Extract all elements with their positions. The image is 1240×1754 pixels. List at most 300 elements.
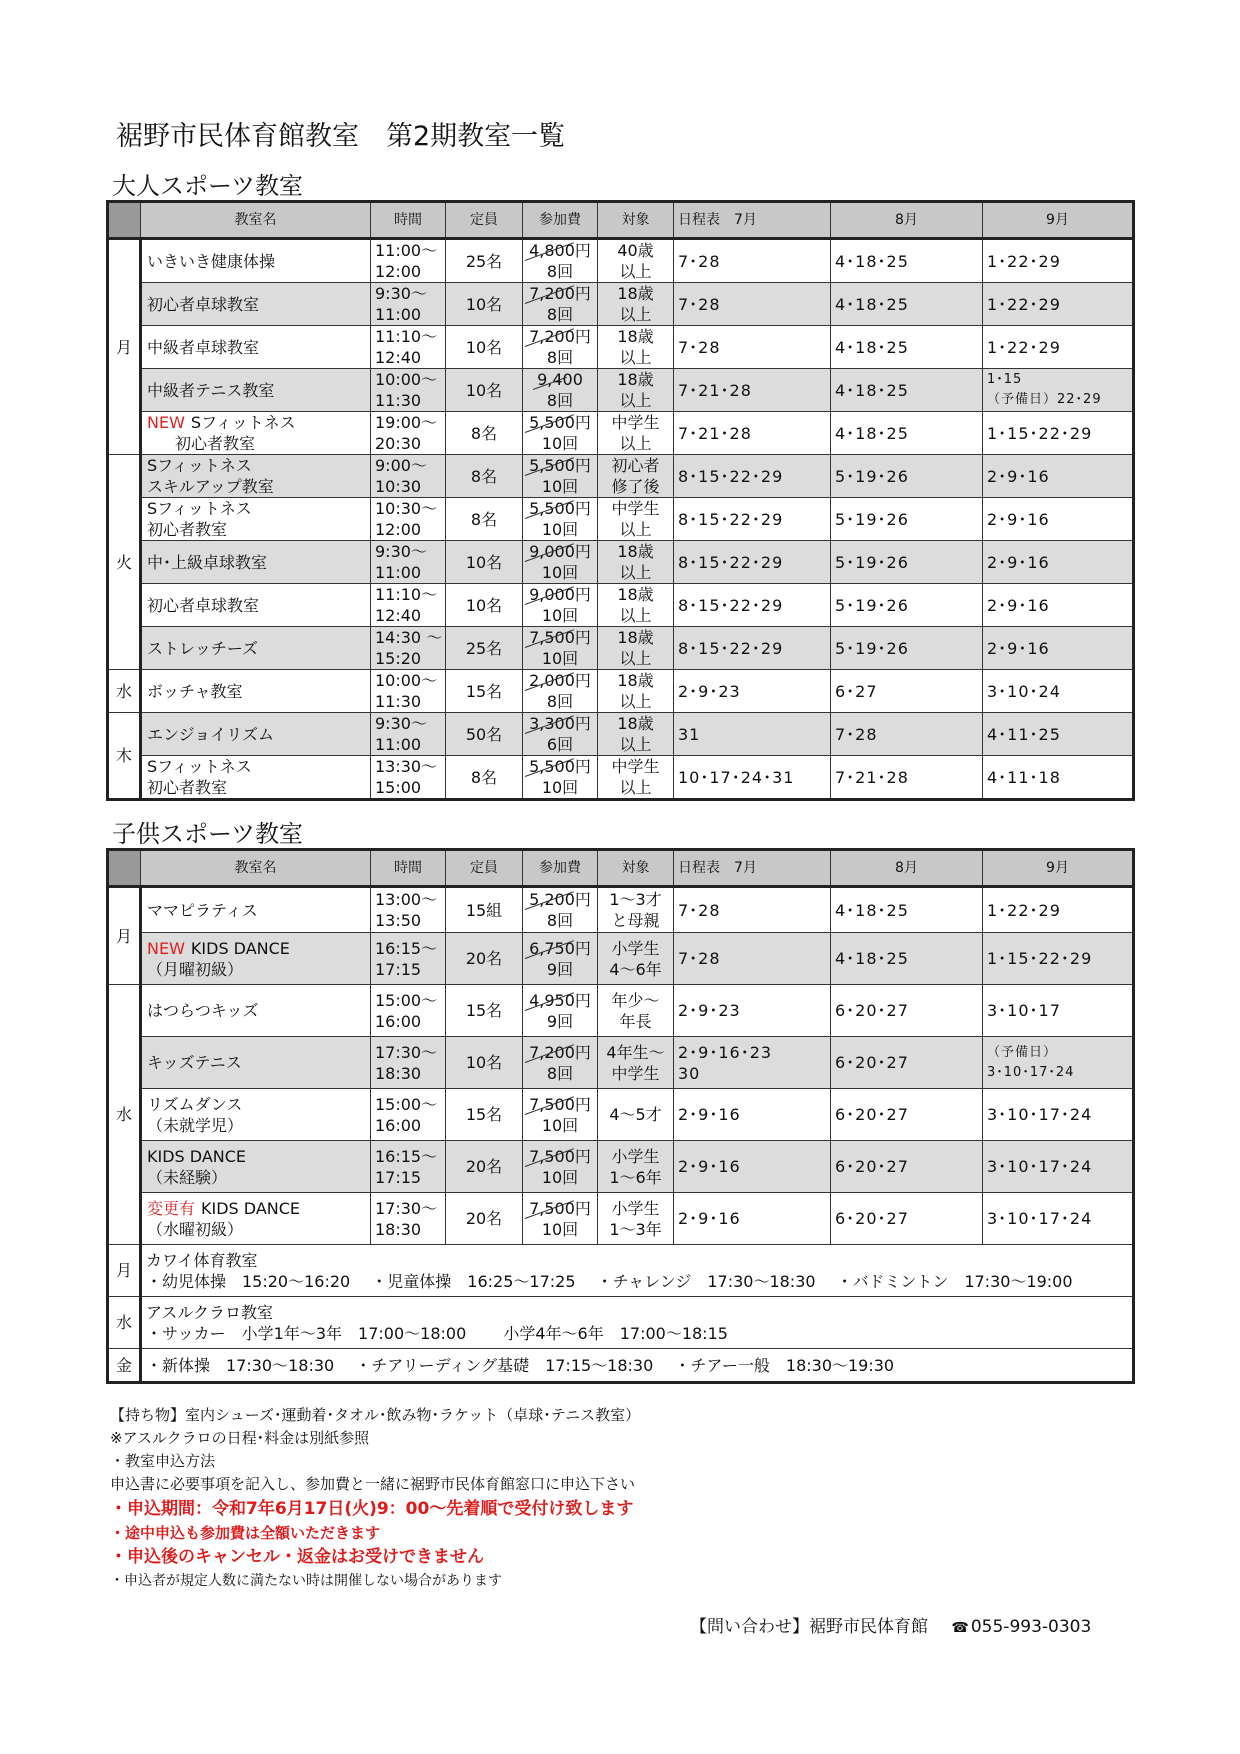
weekday-cell: 木 — [108, 713, 141, 800]
cancel-note: ・申込後のキャンセル・返金はお受けできません — [110, 1547, 484, 1567]
fee-cell — [523, 498, 598, 541]
note-line: ・新体操 17:30～18:30 ・チアリーディング基礎 17:15～18:30 ・チアー一般 18:30～19:30 — [146, 1355, 895, 1375]
fee-value: 9,400 — [537, 370, 583, 389]
weekday-cell: 月 — [108, 1245, 141, 1297]
table-row — [108, 627, 1134, 670]
july-dates-line: 8･15･22･29 — [678, 466, 784, 486]
class-name-cell — [141, 756, 371, 800]
table-row — [108, 670, 1134, 713]
september-dates — [983, 412, 1134, 455]
class-name: Sフィットネス — [147, 499, 252, 518]
class-name-cell — [141, 985, 371, 1037]
capacity-cell: 10名 — [446, 1037, 523, 1089]
start-time: 11:10～ — [375, 327, 438, 346]
class-name: Sフィットネス — [190, 413, 296, 432]
fee-cell — [523, 756, 598, 800]
september-dates-line: 2･9･16 — [987, 638, 1050, 658]
start-time: 17:30～ — [375, 1198, 438, 1218]
start-time: 13:30～ — [375, 757, 438, 776]
fee-amount — [529, 714, 591, 734]
target-cell — [598, 756, 674, 800]
note-cell — [141, 1349, 1134, 1383]
class-name-cell — [141, 369, 371, 412]
capacity-cell: 20名 — [446, 1141, 523, 1193]
target-line2: 以上 — [619, 606, 652, 625]
fee-amount — [529, 1043, 591, 1063]
class-name: 初心者卓球教室 — [147, 294, 260, 314]
start-time: 15:00～ — [375, 990, 438, 1010]
september-dates-line: 3･10･17･24 — [987, 1157, 1093, 1176]
september-dates-line: 2･9･16 — [987, 595, 1050, 615]
july-dates — [674, 1089, 831, 1141]
header-july: 日程表 7月 — [674, 202, 831, 239]
september-dates-line: 1･15･22･29 — [987, 423, 1093, 443]
class-name-sub: （月曜初級） — [147, 959, 244, 979]
class-name-cell — [141, 713, 371, 756]
september-dates — [983, 239, 1134, 283]
header-target: 対象 — [598, 850, 674, 887]
september-dates — [983, 670, 1134, 713]
august-dates: 6･27 — [831, 670, 983, 713]
september-dates — [983, 985, 1134, 1037]
target-line1: 中学生 — [611, 757, 660, 776]
july-dates — [674, 369, 831, 412]
class-name-cell — [141, 412, 371, 455]
fee-value: 5,200円 — [529, 890, 591, 909]
july-dates — [674, 756, 831, 800]
fee-cell — [523, 985, 598, 1037]
weekday-cell: 金 — [108, 1349, 141, 1383]
weekday-cell: 火 — [108, 455, 141, 670]
fee-amount — [529, 327, 591, 347]
header-class-name: 教室名 — [141, 850, 371, 887]
july-dates — [674, 326, 831, 369]
start-time: 9:30～ — [375, 284, 427, 303]
capacity-cell: 20名 — [446, 933, 523, 985]
header-blank — [108, 850, 141, 887]
july-dates-line: 8･15･22･29 — [678, 509, 784, 529]
adult-schedule-table — [106, 200, 1135, 801]
class-name-cell — [141, 283, 371, 326]
header-capacity: 定員 — [446, 202, 523, 239]
target-line2: 以上 — [619, 348, 652, 367]
fee-amount — [529, 499, 591, 519]
table-row — [108, 933, 1134, 985]
weekday-cell: 水 — [108, 670, 141, 713]
fee-cell — [523, 455, 598, 498]
session-count: 9回 — [546, 1011, 574, 1031]
september-dates — [983, 887, 1134, 933]
session-count: 8回 — [546, 391, 574, 410]
class-name-cell — [141, 933, 371, 985]
september-dates — [983, 933, 1134, 985]
july-dates-line: 2･9･16 — [678, 1157, 741, 1176]
fee-cell — [523, 713, 598, 756]
target-line1: 18歳 — [617, 327, 654, 346]
target-line1: 小学生 — [611, 1198, 660, 1218]
end-time: 15:00 — [375, 778, 422, 797]
fee-cell — [523, 326, 598, 369]
fee-value: 5,500円 — [529, 413, 591, 432]
time-cell — [371, 985, 446, 1037]
class-name-sub: （未経験） — [147, 1167, 228, 1187]
time-cell — [371, 584, 446, 627]
july-dates — [674, 933, 831, 985]
header-august: 8月 — [831, 850, 983, 887]
july-dates — [674, 498, 831, 541]
start-time: 19:00～ — [375, 413, 438, 432]
capacity-cell: 10名 — [446, 283, 523, 326]
fee-amount — [529, 1199, 591, 1219]
header-blank — [108, 202, 141, 239]
class-name-cell — [141, 627, 371, 670]
start-time: 10:00～ — [375, 370, 438, 389]
july-dates — [674, 412, 831, 455]
august-dates: 6･20･27 — [831, 1193, 983, 1245]
target-cell — [598, 283, 674, 326]
july-dates-line: 7･28 — [678, 949, 721, 968]
end-time: 16:00 — [375, 1115, 422, 1135]
capacity-cell: 10名 — [446, 584, 523, 627]
september-dates-line: 1･15･22･29 — [987, 949, 1093, 968]
july-dates-line: 7･21･28 — [678, 380, 752, 400]
session-count: 8回 — [546, 692, 574, 711]
fee-amount — [529, 890, 591, 910]
july-dates — [674, 713, 831, 756]
kids-schedule-table — [106, 848, 1135, 1384]
target-line1: 18歳 — [617, 714, 654, 733]
session-count: 6回 — [546, 735, 574, 754]
end-time: 13:50 — [375, 911, 422, 930]
capacity-cell: 15名 — [446, 670, 523, 713]
class-name-sub: （未就学児） — [147, 1115, 244, 1135]
september-dates-line: 2･9･16 — [987, 552, 1050, 572]
end-time: 12:00 — [375, 262, 422, 281]
fee-amount — [529, 1095, 591, 1115]
fee-value: 7,500円 — [529, 1198, 591, 1218]
end-time: 12:40 — [375, 606, 422, 625]
class-name-sub: スキルアップ教室 — [147, 477, 274, 496]
fee-value: 7,500円 — [529, 628, 591, 647]
september-dates — [983, 584, 1134, 627]
capacity-cell: 10名 — [446, 541, 523, 584]
class-name: いきいき健康体操 — [147, 251, 276, 271]
note-row — [108, 1349, 1134, 1383]
capacity-cell: 25名 — [446, 627, 523, 670]
note-cell — [141, 1245, 1134, 1297]
footer-notes — [110, 1404, 640, 1593]
start-time: 9:30～ — [375, 714, 427, 733]
time-cell — [371, 713, 446, 756]
target-line2: 1～6年 — [609, 1167, 662, 1187]
july-dates — [674, 985, 831, 1037]
september-dates — [983, 627, 1134, 670]
fee-value: 5,500円 — [529, 456, 591, 475]
august-dates: 5･19･26 — [831, 498, 983, 541]
fee-value: 5,500円 — [529, 757, 591, 776]
note-title: アスルクラロ教室 — [146, 1302, 274, 1322]
july-dates-line: 10･17･24･31 — [678, 767, 795, 787]
items-note: 【持ち物】室内シューズ･運動着･タオル･飲み物･ラケット（卓球･テニス教室） — [110, 1406, 641, 1424]
header-july: 日程表 7月 — [674, 850, 831, 887]
session-count: 10回 — [541, 434, 579, 453]
fee-amount — [529, 991, 591, 1011]
september-dates-line: 2･9･16 — [987, 509, 1050, 529]
capacity-cell: 10名 — [446, 326, 523, 369]
target-line2: 以上 — [619, 262, 652, 281]
target-line2: 修了後 — [611, 477, 660, 496]
capacity-cell: 15組 — [446, 887, 523, 933]
table-row — [108, 584, 1134, 627]
july-dates — [674, 455, 831, 498]
kids-section-title: 子供スポーツ教室 — [112, 820, 304, 848]
class-name-cell — [141, 1193, 371, 1245]
class-name-sub: 初心者教室 — [175, 434, 256, 453]
september-dates-line: 2･9･16 — [987, 466, 1050, 486]
target-line2: 以上 — [619, 692, 652, 711]
session-count: 8回 — [546, 305, 574, 324]
start-time: 15:00～ — [375, 1094, 438, 1114]
target-cell — [598, 1089, 674, 1141]
august-dates: 5･19･26 — [831, 455, 983, 498]
table-row — [108, 985, 1134, 1037]
september-dates-line: 4･11･18 — [987, 767, 1061, 787]
table-row — [108, 455, 1134, 498]
target-line1: 18歳 — [617, 585, 654, 604]
july-dates-line: 31 — [678, 724, 701, 744]
class-name-sub: （水曜初級） — [147, 1219, 244, 1239]
target-cell — [598, 1037, 674, 1089]
end-time: 11:00 — [375, 305, 422, 324]
time-cell — [371, 933, 446, 985]
fee-amount — [529, 628, 591, 648]
target-cell — [598, 455, 674, 498]
header-fee: 参加費 — [523, 202, 598, 239]
fee-cell — [523, 1089, 598, 1141]
class-name: はつらつキッズ — [147, 1001, 259, 1020]
target-line1: 1～3才 — [609, 890, 662, 909]
end-time: 12:00 — [375, 520, 422, 539]
target-line1: 18歳 — [617, 542, 654, 561]
note-line: ・幼児体操 15:20～16:20 ・児童体操 16:25～17:25 ・チャレンジ 17:30～18:30 ・バドミントン 17:30～19:00 — [146, 1271, 1073, 1291]
august-dates: 6･20･27 — [831, 1037, 983, 1089]
fee-value: 7,200円 — [529, 284, 591, 303]
target-line1: 年少～ — [611, 990, 660, 1010]
class-name: 中･上級卓球教室 — [147, 552, 268, 572]
september-dates-line: 1･22･29 — [987, 337, 1061, 357]
table-row — [108, 498, 1134, 541]
session-count: 10回 — [541, 563, 579, 582]
fee-amount — [529, 241, 591, 261]
fee-cell — [523, 369, 598, 412]
july-dates-line: 2･9･23 — [678, 1001, 741, 1020]
capacity-cell: 8名 — [446, 455, 523, 498]
july-dates-line: 8･15･22･29 — [678, 595, 784, 615]
september-dates — [983, 713, 1134, 756]
end-time: 17:15 — [375, 1167, 422, 1187]
september-dates-line: 1･22･29 — [987, 251, 1061, 271]
fee-value: 7,500円 — [529, 1146, 591, 1166]
period-note: ・申込期間：令和7年6月17日(火)9：00～先着順で受付け致します — [110, 1499, 634, 1519]
fee-value: 9,000円 — [529, 585, 591, 604]
august-dates: 6･20･27 — [831, 1089, 983, 1141]
session-count: 9回 — [546, 959, 574, 979]
start-time: 10:30～ — [375, 499, 438, 518]
note-cell — [141, 1297, 1134, 1349]
class-name: KIDS DANCE — [190, 938, 290, 958]
note-title: カワイ体育教室 — [146, 1250, 258, 1270]
fee-cell — [523, 412, 598, 455]
end-time: 17:15 — [375, 959, 422, 979]
method-title: ・教室申込方法 — [110, 1452, 216, 1470]
time-cell — [371, 498, 446, 541]
contact-info — [690, 1612, 1091, 1637]
september-dates-line: 3･10･17･24 — [987, 1064, 1075, 1080]
time-cell — [371, 326, 446, 369]
target-cell — [598, 412, 674, 455]
phone-number[interactable]: 055-993-0303 — [970, 1617, 1092, 1637]
august-dates: 4･18･25 — [831, 412, 983, 455]
session-count: 8回 — [546, 348, 574, 367]
start-time: 16:15～ — [375, 938, 438, 958]
september-dates — [983, 1089, 1134, 1141]
july-dates — [674, 627, 831, 670]
september-dates-line: 1･15 — [987, 372, 1023, 387]
end-time: 16:00 — [375, 1011, 422, 1031]
midway-note: ・途中申込も参加費は全額いただきます — [110, 1524, 381, 1542]
class-name: KIDS DANCE — [201, 1198, 301, 1218]
fee-value: 2,000円 — [529, 671, 591, 690]
july-dates-line: 2･9･16 — [678, 1105, 741, 1124]
target-cell — [598, 584, 674, 627]
target-line2: と母親 — [611, 911, 660, 930]
target-line1: 小学生 — [611, 938, 660, 958]
target-line2: 以上 — [619, 778, 652, 797]
target-line2: 以上 — [619, 305, 652, 324]
target-line1: 40歳 — [617, 241, 654, 260]
end-time: 18:30 — [375, 1063, 422, 1083]
july-dates-line: 7･28 — [678, 900, 721, 920]
target-cell — [598, 670, 674, 713]
target-line1: 4年生～ — [606, 1042, 665, 1062]
capacity-cell: 15名 — [446, 1089, 523, 1141]
august-dates: 4･18･25 — [831, 369, 983, 412]
time-cell — [371, 283, 446, 326]
target-line1: 18歳 — [617, 370, 654, 389]
july-dates-line2: 30 — [678, 1063, 701, 1083]
table-row — [108, 1037, 1134, 1089]
header-august: 8月 — [831, 202, 983, 239]
class-name: 中級者テニス教室 — [147, 380, 275, 400]
september-dates — [983, 326, 1134, 369]
class-name: 中級者卓球教室 — [147, 337, 260, 357]
capacity-cell: 8名 — [446, 412, 523, 455]
fee-value: 4,800円 — [529, 241, 591, 260]
class-name-sub: 初心者教室 — [147, 520, 228, 539]
august-dates: 7･28 — [831, 713, 983, 756]
september-dates — [983, 498, 1134, 541]
september-dates — [983, 756, 1134, 800]
target-cell — [598, 985, 674, 1037]
fee-cell — [523, 283, 598, 326]
end-time: 15:20 — [375, 649, 422, 668]
start-time: 11:00～ — [375, 241, 438, 260]
document-title: 裾野市民体育館教室 第2期教室一覧 — [116, 121, 566, 152]
session-count: 8回 — [546, 262, 574, 281]
target-line1: 18歳 — [617, 284, 654, 303]
adult-section-title: 大人スポーツ教室 — [112, 172, 304, 200]
session-count: 10回 — [541, 477, 579, 496]
september-dates — [983, 1037, 1134, 1089]
weekday-cell: 水 — [108, 985, 141, 1245]
session-count: 10回 — [541, 1115, 579, 1135]
fee-amount — [529, 413, 591, 433]
target-line2: 1～3年 — [609, 1219, 662, 1239]
tag-badge: 変更有 — [147, 1198, 196, 1218]
class-name: Sフィットネス — [147, 456, 252, 475]
time-cell — [371, 1141, 446, 1193]
class-name: キッズテニス — [147, 1053, 242, 1072]
august-dates: 4･18･25 — [831, 933, 983, 985]
fee-value: 7,200円 — [529, 327, 591, 346]
end-time: 11:30 — [375, 692, 422, 711]
table-row — [108, 541, 1134, 584]
table-row — [108, 1089, 1134, 1141]
capacity-cell: 50名 — [446, 713, 523, 756]
fee-cell — [523, 670, 598, 713]
july-dates-line: 7･28 — [678, 337, 721, 357]
fee-amount — [537, 370, 583, 390]
fee-amount — [529, 542, 591, 562]
end-time: 11:00 — [375, 563, 422, 582]
target-cell — [598, 541, 674, 584]
class-name: ボッチャ教室 — [147, 681, 243, 701]
capacity-cell: 8名 — [446, 498, 523, 541]
session-count: 10回 — [541, 520, 579, 539]
september-dates-line: 3･10･24 — [987, 681, 1061, 701]
september-dates-line: 1･22･29 — [987, 294, 1061, 314]
july-dates-line: 7･28 — [678, 251, 721, 271]
start-time: 17:30～ — [375, 1042, 438, 1062]
september-dates-line2: （予備日）22･29 — [987, 392, 1102, 407]
session-count: 10回 — [541, 778, 579, 797]
target-cell — [598, 713, 674, 756]
september-dates — [983, 1193, 1134, 1245]
target-line1: 小学生 — [611, 1146, 660, 1166]
july-dates — [674, 541, 831, 584]
header-class-name: 教室名 — [141, 202, 371, 239]
method-note: 申込書に必要事項を記入し、参加費と一緒に裾野市民体育館窓口に申込下さい — [110, 1475, 636, 1493]
table-row — [108, 713, 1134, 756]
header-time: 時間 — [371, 202, 446, 239]
class-name: エンジョイリズム — [147, 724, 274, 744]
target-line1: 中学生 — [611, 499, 660, 518]
fee-cell — [523, 1193, 598, 1245]
class-name-cell — [141, 239, 371, 283]
class-name-cell — [141, 498, 371, 541]
class-name-cell — [141, 670, 371, 713]
fee-cell — [523, 239, 598, 283]
target-cell — [598, 887, 674, 933]
header-september: 9月 — [983, 850, 1134, 887]
table-row — [108, 1193, 1134, 1245]
note-row — [108, 1297, 1134, 1349]
september-dates-line: 4･11･25 — [987, 724, 1061, 744]
july-dates-line: 2･9･16･23 — [678, 1042, 773, 1062]
class-name-cell — [141, 1141, 371, 1193]
table-row — [108, 283, 1134, 326]
august-dates: 4･18･25 — [831, 326, 983, 369]
